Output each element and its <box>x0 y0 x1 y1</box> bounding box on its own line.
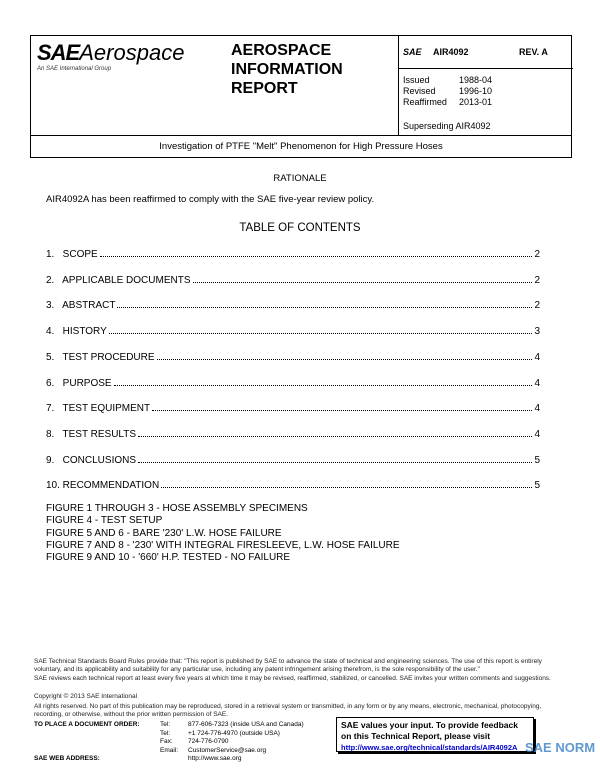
doc-dates <box>399 69 573 132</box>
figure-entry: FIGURE 1 THROUGH 3 - HOSE ASSEMBLY SPECIMENS <box>46 503 308 514</box>
dot-leader <box>100 249 533 257</box>
meta-row <box>403 86 573 97</box>
toc-page: 4 <box>534 403 540 415</box>
title-line: REPORT <box>231 80 298 97</box>
order-label: TO PLACE A DOCUMENT ORDER: <box>34 721 140 728</box>
copyright: Copyright © 2013 SAE International <box>34 693 138 700</box>
toc-entry[interactable] <box>46 403 540 414</box>
contact-label: Tel: <box>160 729 171 737</box>
header-box <box>30 35 572 158</box>
contact-value[interactable]: 724-776-0790 <box>188 738 229 745</box>
meta-label: Issued <box>403 75 430 85</box>
logo-brand: SAE <box>37 40 80 65</box>
rationale-text: AIR4092A has been reaffirmed to comply with the SAE five-year review policy. <box>46 194 375 205</box>
dot-leader <box>193 275 533 283</box>
toc-page: 2 <box>534 274 540 286</box>
feedback-link[interactable]: http://www.sae.org/technical/standards/AIR4092A <box>341 743 518 752</box>
sae-small-logo: SAE <box>403 47 422 57</box>
toc-label: 9. CONCLUSIONS <box>46 454 137 466</box>
feedback-text: SAE values your input. To provide feedback <box>341 720 518 730</box>
dot-leader <box>138 455 532 463</box>
review-text: SAE reviews each technical report at least every five years at which time it may be revised, reaffirmed, stabilized, or cancelled. SAE invites your written comments and suggestions. <box>34 675 551 682</box>
toc-label: 7. TEST EQUIPMENT <box>46 403 151 415</box>
dot-leader <box>114 378 533 386</box>
rights-text: All rights reserved. No part of this publication may be reproduced, stored in a retrieval system or transmitted, in any form or by any means, electronic, mechanical, photocopying, recording, or otherwise, without the prior written permission of SAE. <box>34 703 542 718</box>
toc-page: 2 <box>534 300 540 312</box>
meta-label: Revised <box>403 86 436 96</box>
toc-page: 5 <box>534 454 540 466</box>
superseding: Superseding AIR4092 <box>403 121 491 131</box>
web-label: SAE WEB ADDRESS: <box>34 755 100 762</box>
contact-value[interactable]: http://www.sae.org <box>188 755 242 762</box>
dot-leader <box>161 480 532 488</box>
rules-text: SAE Technical Standards Board Rules provide that: "This report is published by SAE to advance the state of technical and engineering sciences. The use of this report is entirely voluntary, and its applicability and suitability for any particular use, including any patent infringement arising therefrom, is the sole responsibility of the user." <box>34 658 542 673</box>
figure-entry: FIGURE 5 AND 6 - BARE '230' L.W. HOSE FAILURE <box>46 527 282 539</box>
report-type-title <box>231 41 343 98</box>
toc-label: 3. ABSTRACT <box>46 300 116 312</box>
meta-value: 1996-10 <box>459 86 493 96</box>
toc-label: 5. TEST PROCEDURE <box>46 351 155 363</box>
doc-number: AIR4092 <box>433 47 469 57</box>
meta-value: 2013-01 <box>459 97 493 107</box>
contact-value[interactable]: 877-606-7323 (inside USA and Canada) <box>188 721 304 728</box>
contact-label: Tel: <box>160 721 171 728</box>
toc-heading: TABLE OF CONTENTS <box>239 222 361 234</box>
contact-label: Fax: <box>160 738 173 745</box>
figure-entry: FIGURE 9 AND 10 - '660' H.P. TESTED - NO FAILURE <box>46 552 291 564</box>
title-line: AEROSPACE <box>231 42 332 59</box>
rationale-heading: RATIONALE <box>273 173 327 184</box>
toc-entry[interactable] <box>46 480 540 491</box>
contact-row <box>160 721 304 730</box>
contact-value[interactable]: +1 724-776-4970 (outside USA) <box>188 729 280 737</box>
toc-label: 1. SCOPE <box>46 249 98 260</box>
toc-page: 2 <box>534 249 540 260</box>
dot-leader <box>117 300 532 308</box>
toc-label: 6. PURPOSE <box>46 377 112 389</box>
toc-page: 5 <box>534 480 540 492</box>
toc-label: 4. HISTORY <box>46 326 107 338</box>
toc-entry[interactable] <box>46 326 540 337</box>
toc-label: 8. TEST RESULTS <box>46 428 137 440</box>
toc-entry[interactable] <box>46 275 540 286</box>
feedback-text: on this Technical Report, please visit <box>341 731 491 741</box>
toc-entry[interactable] <box>46 378 540 389</box>
title-line: INFORMATION <box>231 61 343 78</box>
meta-label: Reaffirmed <box>403 97 447 107</box>
toc-entry[interactable] <box>46 352 540 363</box>
toc-entry[interactable] <box>46 429 540 440</box>
logo-subtitle: An SAE International Group <box>37 66 112 72</box>
sae-norm-watermark: SAE NORM <box>525 740 596 755</box>
toc-page: 3 <box>534 326 540 338</box>
logo-word: Aerospace <box>79 40 185 65</box>
toc-label: 10. RECOMMENDATION <box>46 480 160 492</box>
toc-page: 4 <box>534 377 540 389</box>
contact-row <box>160 755 304 764</box>
figure-entry: FIGURE 7 AND 8 - '230' WITH INTEGRAL FIRESLEEVE, L.W. HOSE FAILURE <box>46 539 400 551</box>
dot-leader <box>157 352 533 360</box>
meta-row <box>403 75 573 86</box>
document-title: Investigation of PTFE "Melt" Phenomenon for High Pressure Hoses <box>31 135 571 158</box>
toc-entry[interactable] <box>46 455 540 466</box>
dot-leader <box>138 429 532 437</box>
dot-leader <box>152 403 532 411</box>
toc-page: 4 <box>534 351 540 363</box>
sae-aerospace-logo <box>37 40 184 66</box>
doc-info-block <box>398 36 573 135</box>
toc-label: 2. APPLICABLE DOCUMENTS <box>46 274 191 286</box>
revision: REV. A <box>519 47 548 57</box>
contact-list <box>160 721 304 764</box>
figure-entry: FIGURE 4 - TEST SETUP <box>46 515 163 527</box>
meta-value: 1988-04 <box>459 75 493 85</box>
contact-row <box>160 738 304 747</box>
contact-value[interactable]: CustomerService@sae.org <box>188 746 267 754</box>
toc-entry[interactable] <box>46 300 540 311</box>
contact-row <box>160 730 304 739</box>
meta-row <box>403 97 573 108</box>
toc-page: 4 <box>534 428 540 440</box>
dot-leader <box>109 326 533 334</box>
feedback-box <box>336 717 534 752</box>
toc-entry[interactable] <box>46 249 540 260</box>
contact-label: Email: <box>160 746 179 754</box>
contact-row <box>160 747 304 756</box>
